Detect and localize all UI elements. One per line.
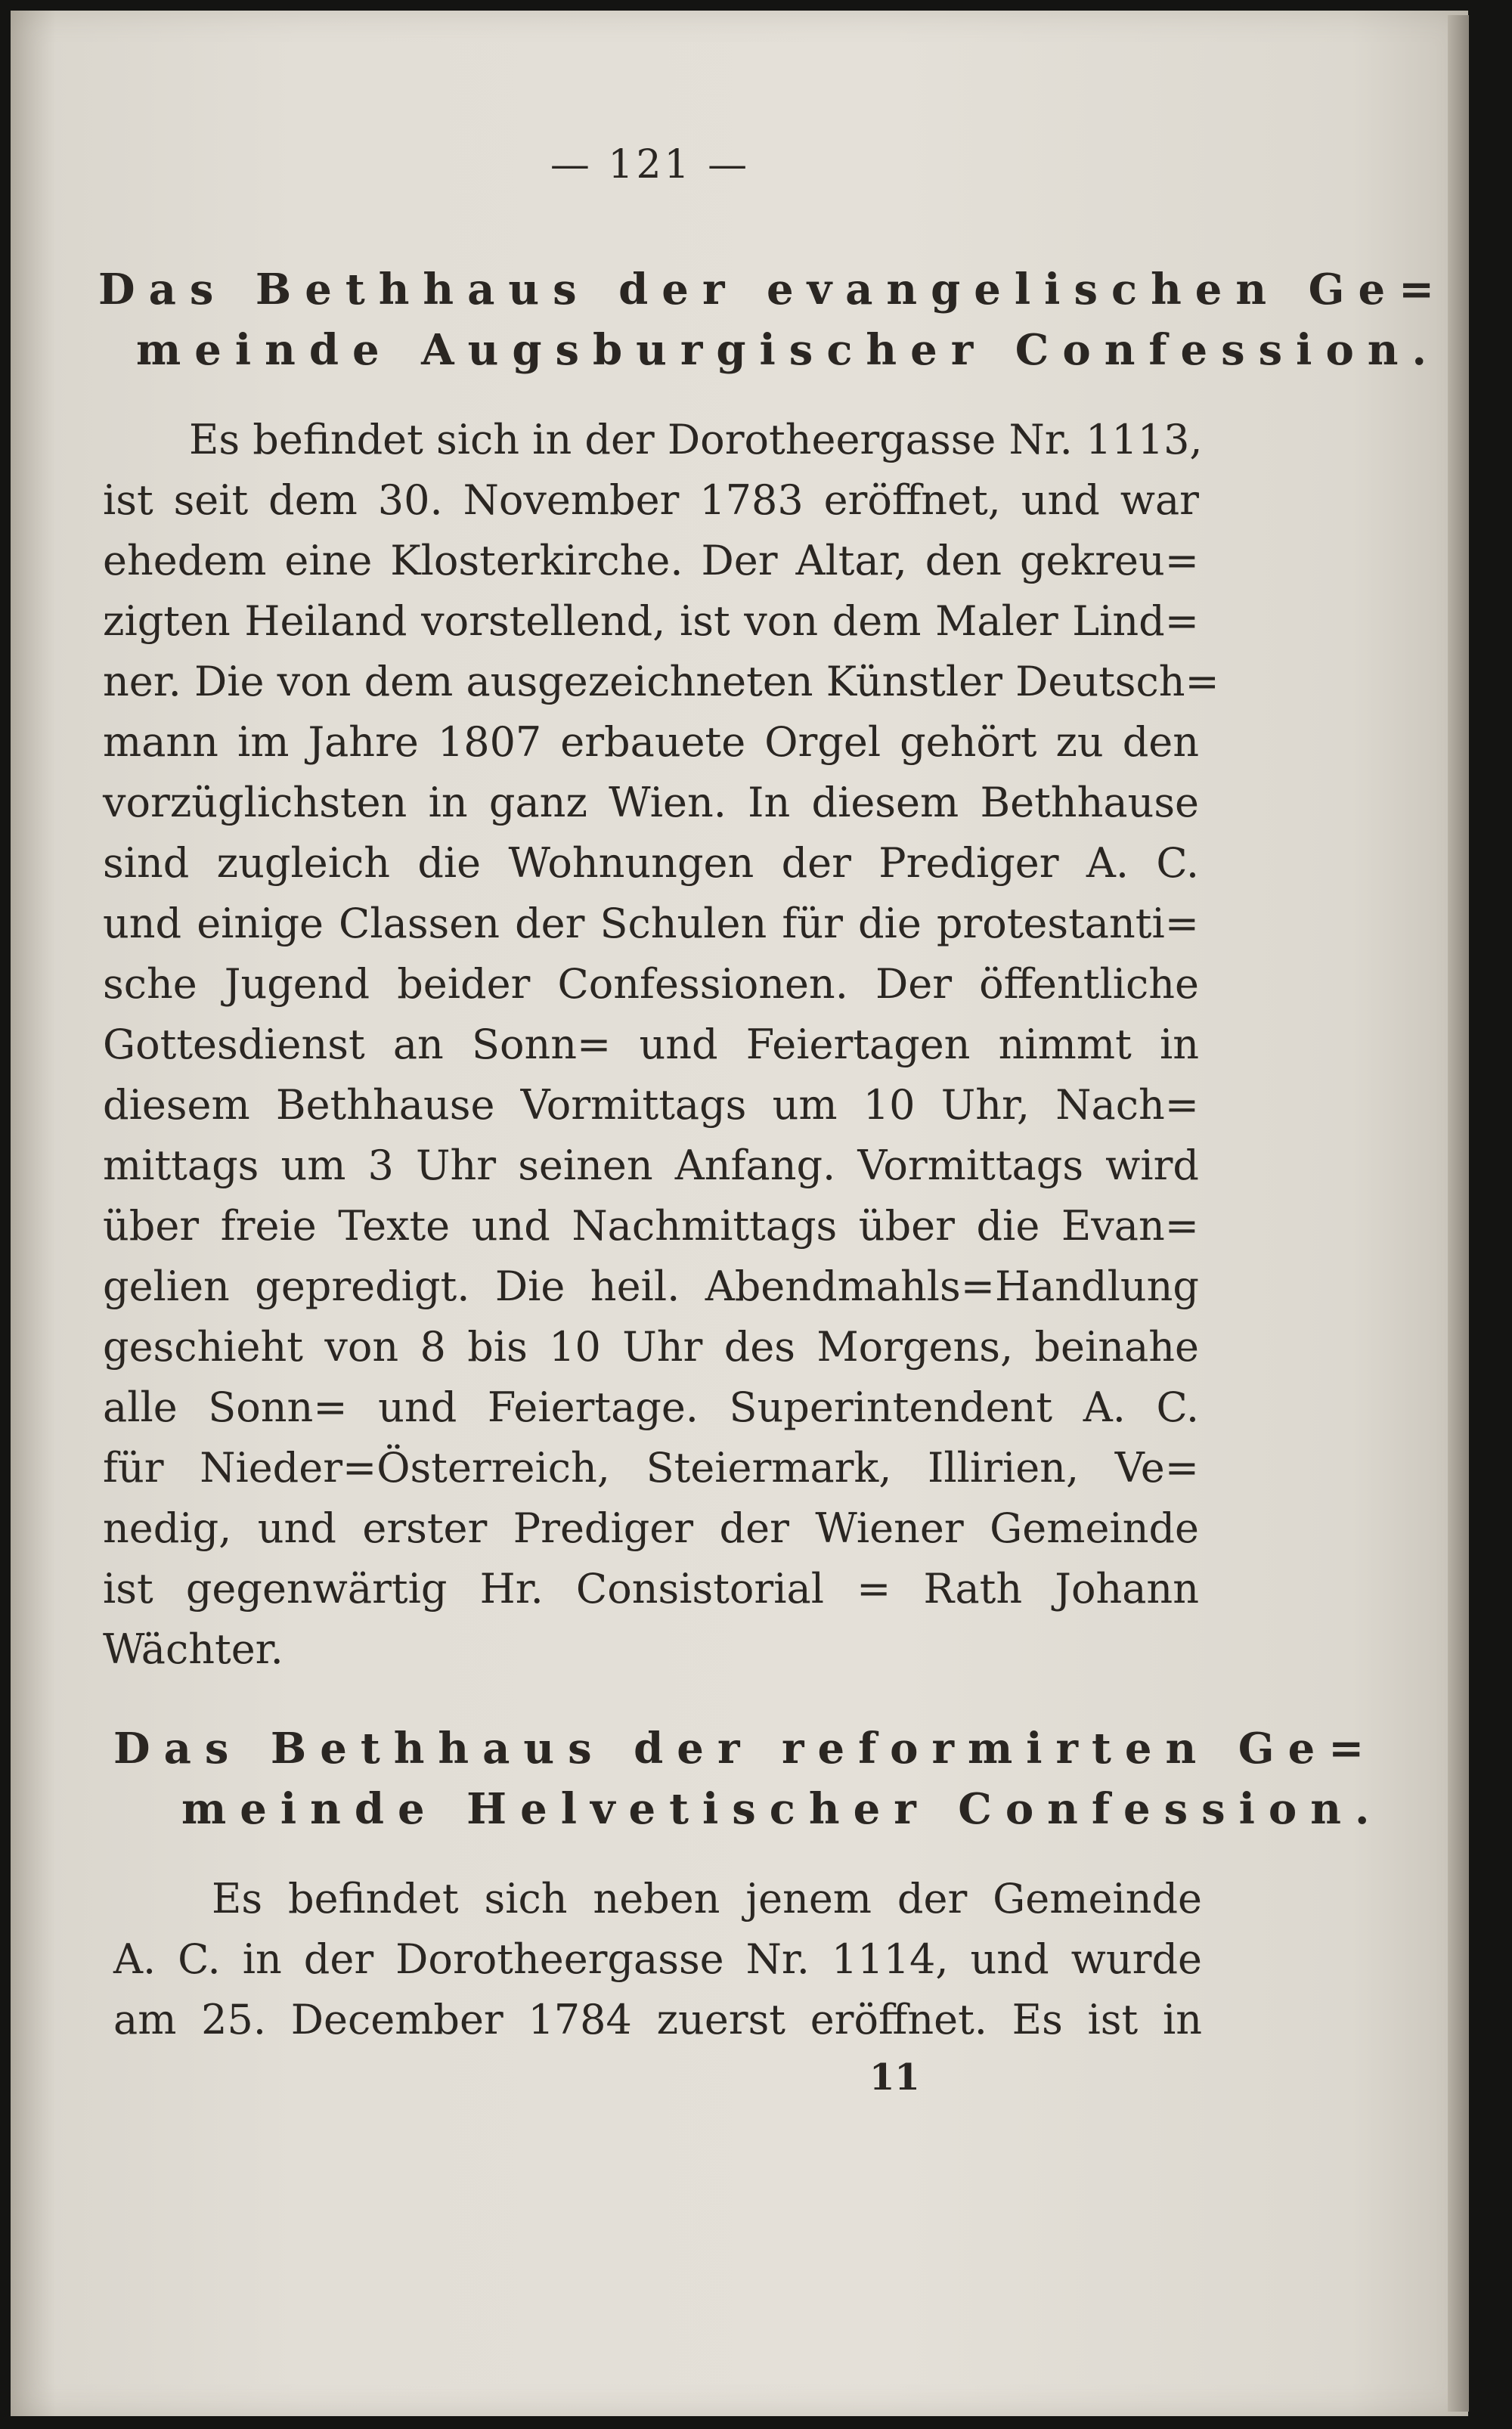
section2-line: am 25. December 1784 zuerst eröffnet. Es ist in: [113, 1996, 1202, 2043]
section1-line: über freie Texte und Nachmittags über die Evan=: [103, 1202, 1199, 1250]
section1-line: mittags um 3 Uhr seinen Anfang. Vormittags wird: [103, 1142, 1199, 1189]
page-edge: [1448, 15, 1469, 2412]
section2-line: A. C. in der Dorotheergasse Nr. 1114, und wurde: [113, 1935, 1202, 1983]
section1-line: sind zugleich die Wohnungen der Prediger A. C.: [103, 839, 1199, 887]
section1-line: Wächter.: [103, 1625, 284, 1673]
section1-line: Gottesdienst an Sonn= und Feiertagen nimmt in: [103, 1021, 1199, 1068]
section1-line: ehedem eine Klosterkirche. Der Altar, den gekreu=: [103, 537, 1199, 584]
section1-line: Es befindet sich in der Dorotheergasse Nr. 1113,: [189, 416, 1203, 463]
section1-heading-line-1: Das Bethhaus der evangelischen Ge=: [98, 265, 1448, 314]
section1-line: für Nieder=Österreich, Steiermark, Illirien, Ve=: [103, 1444, 1199, 1492]
section2-line: Es befindet sich neben jenem der Gemeinde: [212, 1875, 1202, 1922]
section1-line: gelien gepredigt. Die heil. Abendmahls=Handlung: [103, 1263, 1199, 1310]
section1-heading-line-2: meinde Augsburgischer Confession.: [136, 325, 1441, 375]
section1-line: ist seit dem 30. November 1783 eröffnet, und war: [103, 476, 1199, 524]
section1-line: geschieht von 8 bis 10 Uhr des Morgens, beinahe: [103, 1323, 1199, 1371]
section2-heading-line-1: Das Bethhaus der reformirten Ge=: [113, 1724, 1378, 1774]
section1-line: ner. Die von dem ausgezeichneten Künstler Deutsch=: [103, 658, 1219, 705]
section1-line: sche Jugend beider Confessionen. Der öffentliche: [103, 960, 1199, 1008]
section1-line: diesem Bethhause Vormittags um 10 Uhr, Nach=: [103, 1081, 1199, 1129]
section1-line: ist gegenwärtig Hr. Consistorial = Rath Johann: [103, 1565, 1199, 1613]
signature-mark: 11: [869, 2056, 920, 2099]
section1-line: vorzüglichsten in ganz Wien. In diesem Bethhause: [103, 779, 1199, 826]
section1-line: und einige Classen der Schulen für die protestanti=: [103, 900, 1199, 947]
section1-line: mann im Jahre 1807 erbauete Orgel gehört zu den: [103, 718, 1199, 766]
section1-line: zigten Heiland vorstellend, ist von dem Maler Lind=: [103, 597, 1199, 645]
section1-line: alle Sonn= und Feiertage. Superintendent A. C.: [103, 1383, 1199, 1431]
section2-heading-line-2: meinde Helvetischer Confession.: [181, 1784, 1383, 1834]
page-number: — 121 —: [550, 142, 751, 187]
spine-shadow: [11, 11, 56, 2416]
section1-line: nedig, und erster Prediger der Wiener Gemeinde: [103, 1504, 1199, 1552]
